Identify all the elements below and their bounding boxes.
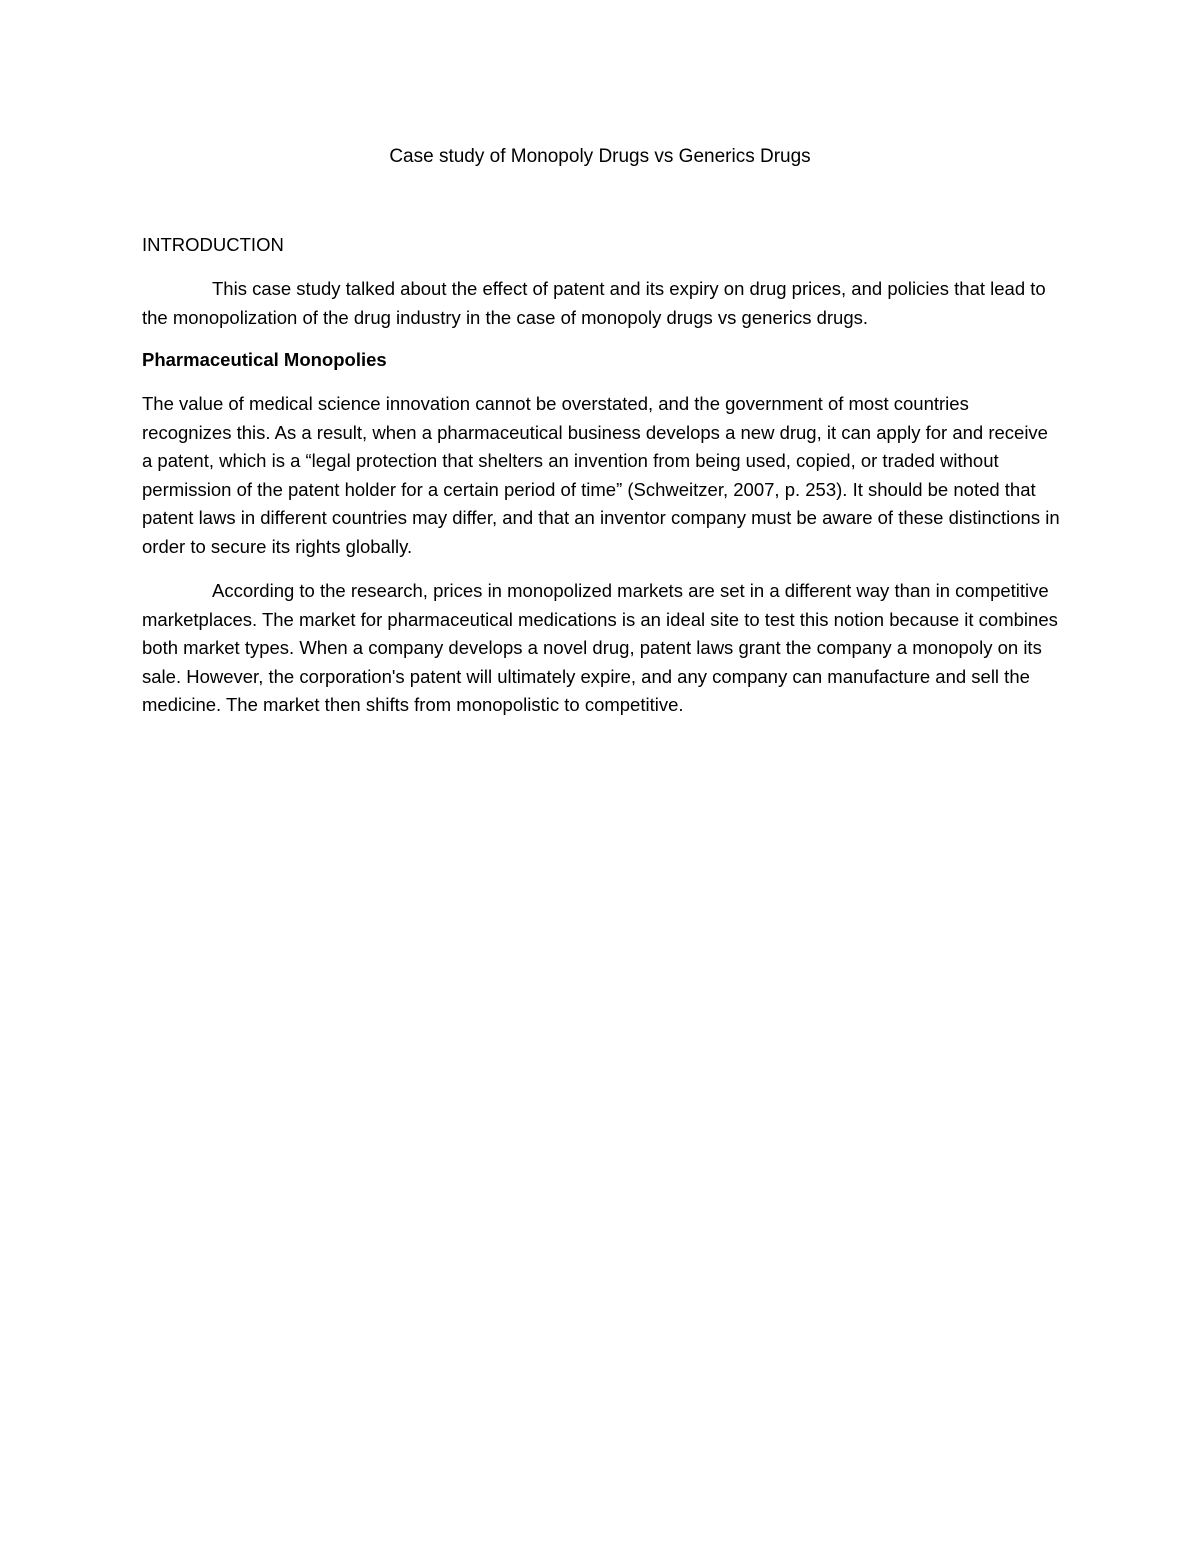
section-heading-pharmaceutical-monopolies: Pharmaceutical Monopolies [142,349,387,370]
introduction-heading: INTRODUCTION [142,234,284,255]
paragraph-market-pricing: According to the research, prices in monopolized markets are set in a different way than in competitive marketplaces. The market for pharmaceutical medications is an ideal site to test this notion because it combines both market types. When a company develops a novel drug, patent laws grant the company a monopoly on its sale. However, the corporation's patent will ultimately expire, and any company can manufacture and sell the medicine. The market then shifts from monopolistic to competitive. [142,580,1058,716]
paragraph-patent-protection: The value of medical science innovation cannot be overstated, and the government of most countries recognizes this. As a result, when a pharmaceutical business develops a new drug, it can apply for and receive a patent, which is a “legal protection that shelters an invention from being used, copied, or traded without permission of the patent holder for a certain period of time” (Schweitzer, 2007, p. 253). It should be noted that patent laws in different countries may differ, and that an inventor company must be aware of these distinctions in order to secure its rights globally. [142,393,1060,557]
document-title: Case study of Monopoly Drugs vs Generics Drugs [389,146,811,167]
introduction-paragraph: This case study talked about the effect of patent and its expiry on drug prices, and policies that lead to the monopolization of the drug industry in the case of monopoly drugs vs generics drugs. [142,278,1046,328]
